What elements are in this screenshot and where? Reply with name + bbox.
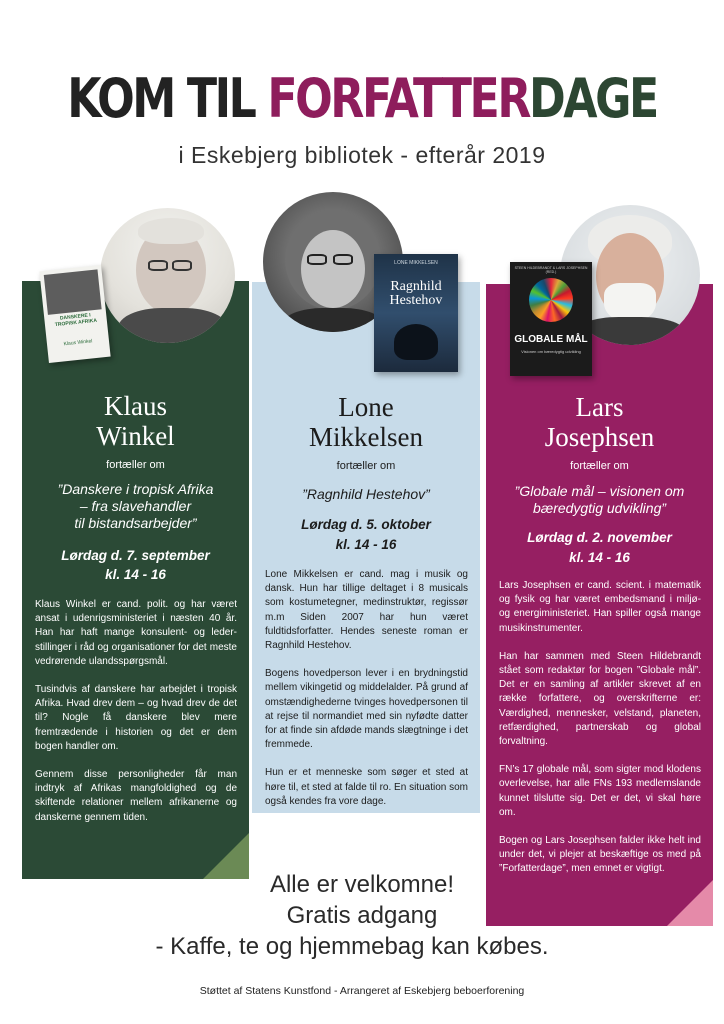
author-panel-klaus-winkel xyxy=(22,281,249,879)
description-paragraph: Hun er et menneske som søger et sted at høre til, et sted at falde til ro. En situation som også kendes fra vore dage. xyxy=(265,767,468,807)
event-date: Lørdag d. 5. oktober xyxy=(301,517,431,532)
description-paragraph: Lars Josephsen er cand. scient. i matematik og fysik og har været embedsmand i miljø- og energiministeriet. Han spiller også mange musikinstrumenter. xyxy=(499,580,701,634)
page-title xyxy=(65,66,659,132)
description-paragraph: Tusindvis af danskere har arbejdet i tropisk Afrika. Hvad drev dem – og hvad drev de det til? Nogle få danskere blev mere fremtrædende i historien og det er dem bogen handler om. xyxy=(35,684,237,752)
author-panel-lars-josephsen xyxy=(486,284,713,926)
event-time: kl. 14 - 16 xyxy=(105,567,166,582)
footer-sponsors: Støttet af Statens Kunstfond - Arrangeret af Eskebjerg beboerforening xyxy=(199,985,525,997)
book-title-line1: ”Danskere i tropisk Afrika xyxy=(57,481,214,497)
klaus-winkel-portrait xyxy=(100,208,235,343)
author-description xyxy=(265,568,468,813)
book-cover-author: Klaus Winkel xyxy=(63,338,93,348)
description-paragraph: Bogens hovedperson lever i en brydningstid mellem vikingetid og middelalder. På grund af omstændighederne tvinges hovedpersonen til at rejse til normandiet med sin nyfødte datter for at finde sin afdøde mands slægtninge i det fremmede. xyxy=(265,668,468,751)
event-time: kl. 14 - 16 xyxy=(335,537,397,552)
description-paragraph: Lone Mikkelsen er cand. mag i musik og dansk. Hun har tillige deltaget i 8 musicals som kostumetegner, medinstruktør, regissør m.m Siden 2007 har hun været fuldtidsforfatter. Hendes seneste roman er Ragnhild Hestehov. xyxy=(265,569,468,652)
intro-text: fortæller om xyxy=(106,459,165,471)
book-cover-author: LONE MIKKELSEN xyxy=(394,260,438,266)
page-subtitle: i Eskebjerg bibliotek - efterår 2019 xyxy=(178,142,546,168)
book-cover-editors: STEEN HILDEBRANDT & LARS JOSEPHSEN (RED.) xyxy=(514,266,588,274)
intro-text: fortæller om xyxy=(336,460,396,472)
author-description xyxy=(499,579,701,891)
intro-text: fortæller om xyxy=(570,460,629,472)
book-title-line1: ”Ragnhild Hestehov” xyxy=(302,486,430,502)
description-paragraph: Han har sammen med Steen Hildebrandt stået som redaktør for bogen ”Globale mål”. Det er en samling af artikler skrevet af en række forfattere, og overskrifterne er: Værdighed, mennesker, velstand, planeten, retfærdighed, partnerskab og global forvaltning. xyxy=(499,650,701,748)
author-name-line2: Josephsen xyxy=(544,422,655,452)
book-title-line1: ”Globale mål – visionen om xyxy=(514,483,685,499)
title-part-kom-til: KOM TIL xyxy=(67,67,268,130)
sdg-wheel-icon xyxy=(529,278,573,322)
title-part-dage: DAGE xyxy=(528,67,657,130)
free-admission-line: Gratis adgang xyxy=(286,902,438,929)
book-cover-subtitle: Visionen om bæredygtig udvikling xyxy=(521,349,581,354)
book-title-line2: bæredygtig udvikling” xyxy=(532,500,667,516)
book-cover-ragnhild-hestehov xyxy=(374,254,458,372)
refreshments-line: - Kaffe, te og hjemmebag kan købes. xyxy=(155,933,549,960)
description-paragraph: Klaus Winkel er cand. polit. og har været ansat i udenrigsministeriet i næsten 40 år. Han har haft mange konsulent- og leder-stillinger i råd og organisationer for det meste vedrørende ulandsspørgsmål. xyxy=(35,599,237,667)
author-name-line1: Lone xyxy=(338,392,394,422)
author-description xyxy=(35,598,237,839)
author-name-line1: Lars xyxy=(575,392,624,422)
book-cover-title: DANSKERE I TROPISK AFRIKA xyxy=(54,312,98,329)
description-paragraph: Bogen og Lars Josephsen falder ikke helt ind under det, vi plejer at beskæftige os med på ”Forfatterdage”, men emnet er vigtigt. xyxy=(499,835,701,875)
raven-illustration xyxy=(394,324,438,360)
event-date: Lørdag d. 2. november xyxy=(527,530,672,545)
book-cover-danskere-i-tropisk-afrika xyxy=(39,265,110,363)
author-name-line1: Klaus xyxy=(104,391,167,421)
welcome-line: Alle er velkomne! xyxy=(269,871,455,898)
description-paragraph: Gennem disse personligheder får man indtryk af Afrikas mangfoldighed og de skiftende relationer mellem afrikanerne og danskerne gennem tiden. xyxy=(35,769,237,823)
title-part-forfatter: FORFATTER xyxy=(267,67,529,130)
book-title-line2: – fra slavehandler xyxy=(79,498,192,514)
book-title-line3: til bistandsarbejder” xyxy=(74,515,197,531)
book-cover-title: GLOBALE MÅL xyxy=(514,334,588,345)
author-name-line2: Winkel xyxy=(96,421,175,451)
event-time: kl. 14 - 16 xyxy=(569,550,630,565)
author-name-line2: Mikkelsen xyxy=(309,422,423,452)
description-paragraph: FN’s 17 globale mål, som sigter mod klodens overlevelse, har alle FNs 193 medlemslande kunnet tilslutte sig. Det er det, vi skal høre om. xyxy=(499,764,701,818)
book-cover-title: Ragnhild Hestehov xyxy=(389,279,443,308)
event-date: Lørdag d. 7. september xyxy=(61,548,210,563)
book-cover-globale-maal xyxy=(510,262,592,376)
